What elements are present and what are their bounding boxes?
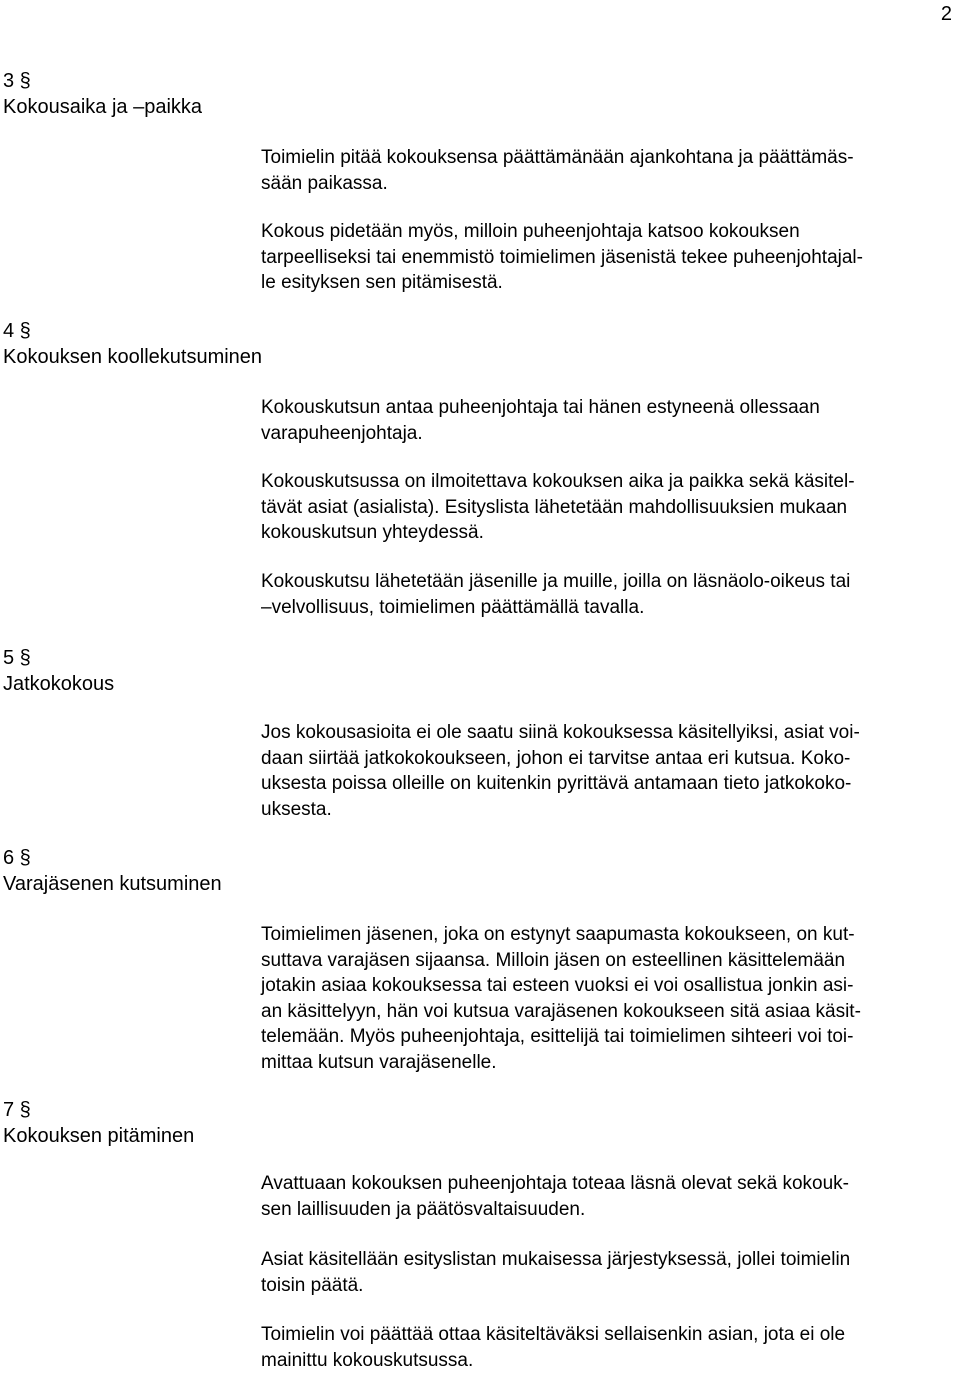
text-line: sen laillisuuden ja päätösvaltaisuuden. [261, 1197, 951, 1223]
text-line: kokouskutsun yhteydessä. [261, 520, 951, 546]
paragraph-meeting-opening [261, 1171, 951, 1222]
text-line: an käsittelyyn, hän voi kutsua varajäsenen kokoukseen sitä asiaa käsit- [261, 999, 951, 1025]
text-line: jotakin asiaa kokouksessa tai esteen vuoksi ei voi osallistua jonkin asi- [261, 973, 951, 999]
section-heading-3 [3, 68, 202, 120]
paragraph-agenda-order [261, 1247, 951, 1298]
text-line: sään paikassa. [261, 171, 951, 197]
section-title: Kokousaika ja –paikka [3, 94, 202, 120]
text-line: Avattuaan kokouksen puheenjohtaja toteaa läsnä olevat sekä kokouk- [261, 1171, 951, 1197]
text-line: Kokous pidetään myös, milloin puheenjohtaja katsoo kokouksen [261, 219, 951, 245]
section-heading-5 [3, 645, 114, 697]
section-number: 7 § [3, 1097, 194, 1123]
text-line: mittaa kutsun varajäsenelle. [261, 1050, 951, 1076]
text-line: tarpeelliseksi tai enemmistö toimielimen jäsenistä tekee puheenjohtajal- [261, 245, 951, 271]
text-line: Jos kokousasioita ei ole saatu siinä kokouksessa käsitellyiksi, asiat voi- [261, 720, 951, 746]
paragraph-invitation-issuer [261, 395, 951, 446]
section-number: 5 § [3, 645, 114, 671]
text-line: daan siirtää jatkokokoukseen, johon ei tarvitse antaa eri kutsua. Koko- [261, 746, 951, 772]
text-line: Toimielimen jäsenen, joka on estynyt saapumasta kokoukseen, on kut- [261, 922, 951, 948]
text-line: –velvollisuus, toimielimen päättämällä tavalla. [261, 595, 951, 621]
text-line: suttava varajäsen sijaansa. Milloin jäsen on esteellinen käsittelemään [261, 948, 951, 974]
text-line: Toimielin pitää kokouksensa päättämänään ajankohtana ja päättämäs- [261, 145, 951, 171]
section-number: 4 § [3, 318, 262, 344]
paragraph-extra-items [261, 1322, 951, 1373]
section-number: 3 § [3, 68, 202, 94]
text-line: uksesta. [261, 797, 951, 823]
paragraph-invitation-recipients [261, 569, 951, 620]
paragraph-meeting-time-place [261, 145, 951, 196]
paragraph-continued-meeting [261, 720, 951, 822]
paragraph-invitation-content [261, 469, 951, 546]
section-heading-4 [3, 318, 262, 370]
paragraph-substitute-member [261, 922, 951, 1075]
text-line: Asiat käsitellään esityslistan mukaisessa järjestyksessä, jollei toimielin [261, 1247, 951, 1273]
paragraph-extra-meeting [261, 219, 951, 296]
text-line: varapuheenjohtaja. [261, 421, 951, 447]
text-line: telemään. Myös puheenjohtaja, esittelijä tai toimielimen sihteeri voi toi- [261, 1024, 951, 1050]
text-line: Toimielin voi päättää ottaa käsiteltäväksi sellaisenkin asian, jota ei ole [261, 1322, 951, 1348]
section-number: 6 § [3, 845, 222, 871]
section-title: Jatkokokous [3, 671, 114, 697]
text-line: Kokouskutsussa on ilmoitettava kokouksen aika ja paikka sekä käsitel- [261, 469, 951, 495]
text-line: mainittu kokouskutsussa. [261, 1348, 951, 1373]
text-line: Kokouskutsu lähetetään jäsenille ja muille, joilla on läsnäolo-oikeus tai [261, 569, 951, 595]
page-number: 2 [941, 2, 952, 26]
section-title: Varajäsenen kutsuminen [3, 871, 222, 897]
section-heading-6 [3, 845, 222, 897]
section-title: Kokouksen koollekutsuminen [3, 344, 262, 370]
section-heading-7 [3, 1097, 194, 1149]
text-line: Kokouskutsun antaa puheenjohtaja tai hänen estyneenä ollessaan [261, 395, 951, 421]
text-line: le esityksen sen pitämisestä. [261, 270, 951, 296]
text-line: tävät asiat (asialista). Esityslista lähetetään mahdollisuuksien mukaan [261, 495, 951, 521]
text-line: uksesta poissa olleille on kuitenkin pyrittävä antamaan tieto jatkokoko- [261, 771, 951, 797]
text-line: toisin päätä. [261, 1273, 951, 1299]
section-title: Kokouksen pitäminen [3, 1123, 194, 1149]
